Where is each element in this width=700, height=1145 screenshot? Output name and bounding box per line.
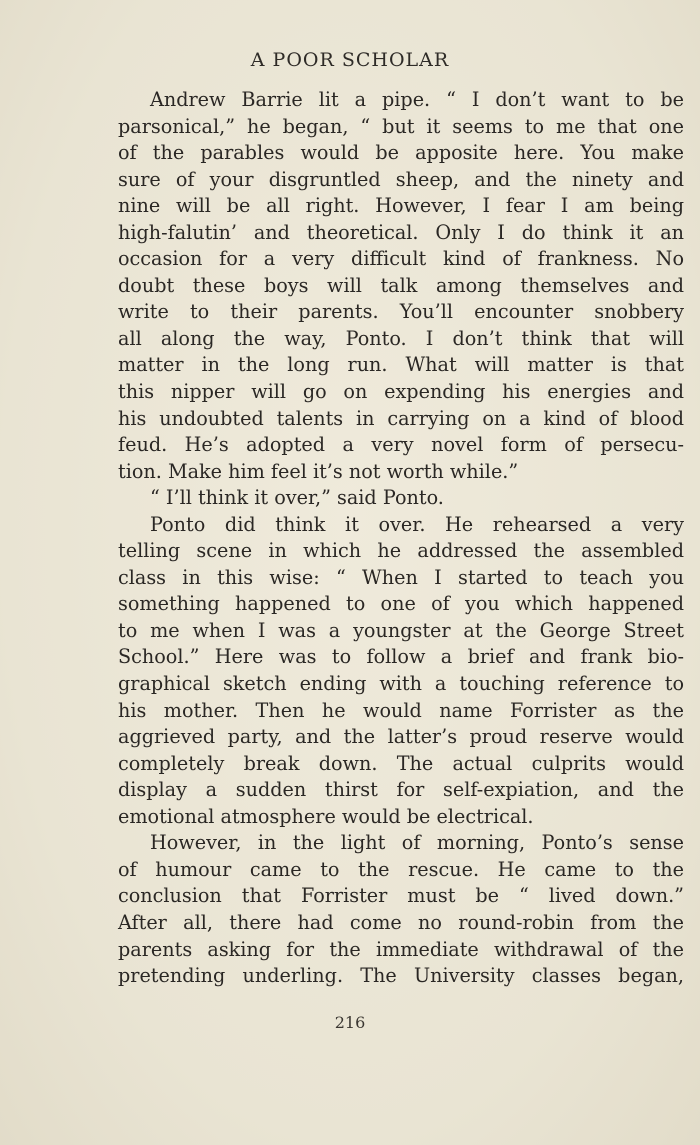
text-line: this nipper will go on expending his energies and — [118, 380, 684, 404]
text-line: aggrieved party, and the latter’s proud reserve would — [118, 725, 684, 749]
text-line: Andrew Barrie lit a pipe. “ I don’t want to be — [150, 88, 684, 111]
text-line: matter in the long run. What will matter is that — [118, 353, 684, 377]
text-line: pretending underling. The University classes began, — [118, 964, 684, 988]
text-line: all along the way, Ponto. I don’t think that will — [118, 326, 684, 350]
body-text — [118, 87, 684, 990]
text-line: feud. He’s adopted a very novel form of persecu- — [118, 433, 684, 457]
text-line: occasion for a very difficult kind of frankness. No — [118, 247, 684, 271]
text-line: School.” Here was to follow a brief and frank bio- — [118, 645, 684, 669]
text-line: “ I’ll think it over,” said Ponto. — [150, 486, 444, 510]
text-line: Ponto did think it over. He rehearsed a very — [150, 512, 684, 536]
text-line: high-falutin’ and theoretical. Only I do think it an — [118, 220, 684, 244]
text-line: sure of your disgruntled sheep, and the ninety and — [118, 167, 684, 191]
text-line: telling scene in which he addressed the assembled — [118, 539, 684, 563]
running-header: A POOR SCHOLAR — [250, 49, 450, 71]
text-line: display a sudden thirst for self-expiation, and the — [118, 778, 684, 802]
text-line: However, in the light of morning, Ponto’s sense — [150, 831, 684, 855]
text-line: completely break down. The actual culprits would — [118, 751, 684, 775]
text-line: write to their parents. You’ll encounter snobbery — [118, 300, 684, 324]
text-line: graphical sketch ending with a touching reference to — [118, 672, 684, 696]
text-line: of the parables would be apposite here. You make — [118, 141, 684, 165]
text-line: his undoubted talents in carrying on a kind of blood — [118, 406, 684, 430]
text-line: parents asking for the immediate withdrawal of the — [118, 937, 684, 961]
text-line: emotional atmosphere would be electrical. — [118, 804, 534, 828]
text-line: something happened to one of you which happened — [118, 592, 684, 616]
text-line: class in this wise: “ When I started to teach you — [118, 565, 684, 589]
text-line: of humour came to the rescue. He came to the — [118, 857, 684, 881]
text-line: doubt these boys will talk among themselves and — [118, 273, 684, 297]
text-line: conclusion that Forrister must be “ lived down.” — [118, 884, 684, 908]
page-number: 216 — [334, 1013, 366, 1032]
text-line: nine will be all right. However, I fear I am being — [118, 194, 684, 218]
text-line: his mother. Then he would name Forrister as the — [118, 698, 684, 722]
text-line: to me when I was a youngster at the George Street — [118, 618, 684, 642]
text-line: parsonical,” he began, “ but it seems to me that one — [118, 114, 684, 138]
text-line: tion. Make him feel it’s not worth while.” — [118, 459, 519, 483]
text-line: After all, there had come no round-robin from the — [118, 910, 684, 934]
